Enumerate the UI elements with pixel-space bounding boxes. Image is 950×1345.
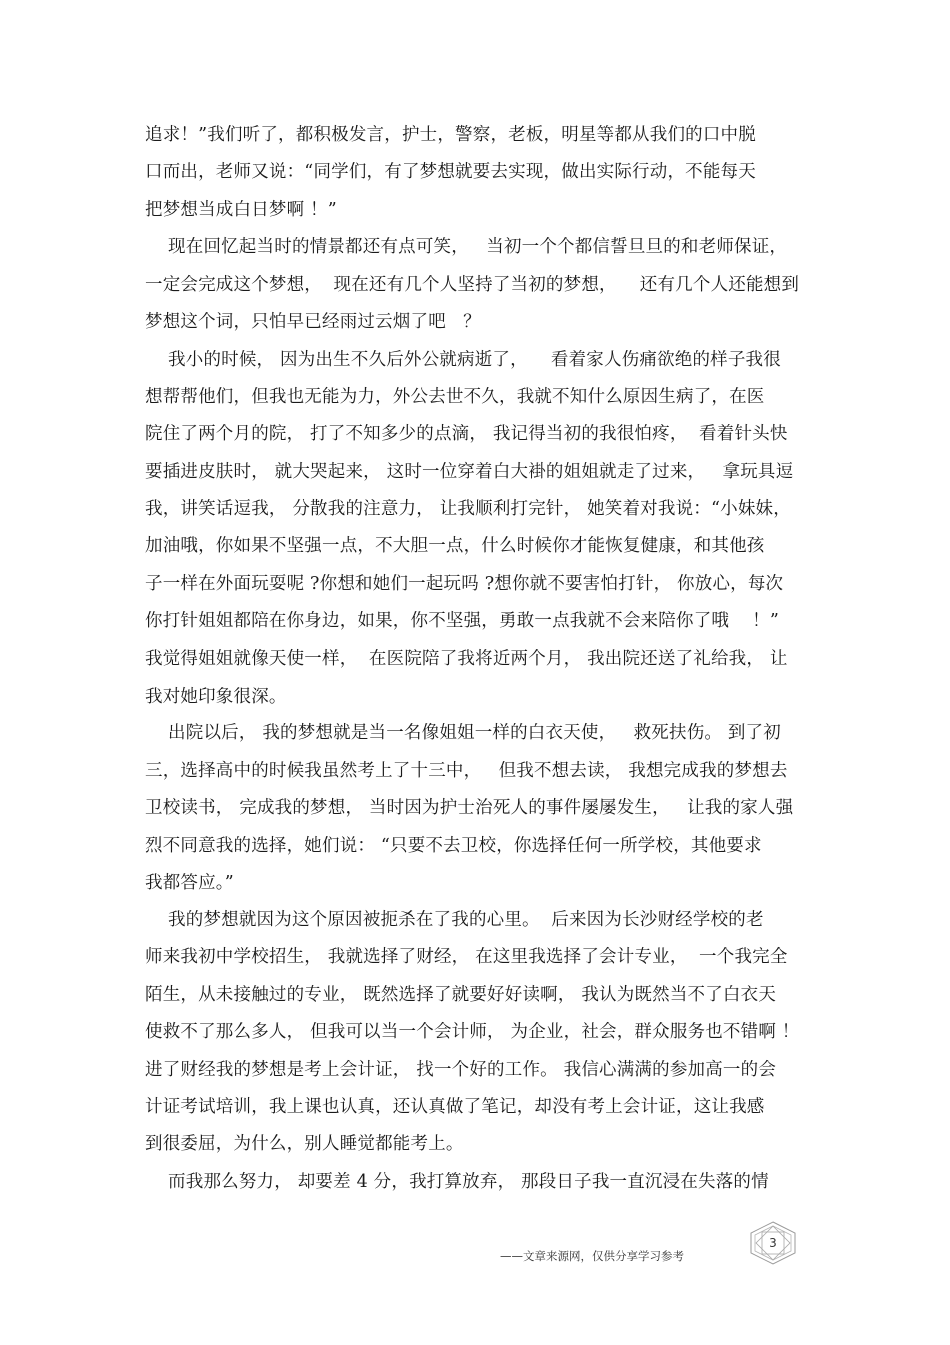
text-line: 我对她印象很深。 <box>145 687 287 707</box>
text-line: 我小的时候， 因为出生不久后外公就病逝了， 看着家人伤痛欲绝的样子我很 <box>145 350 781 370</box>
text-line: 想帮帮他们，但我也无能为力，外公去世不久，我就不知什么原因生病了，在医 <box>145 387 765 407</box>
text-line: 烈不同意我的选择，她们说： “只要不去卫校，你选择任何一所学校，其他要求 <box>145 836 762 856</box>
text-line: 计证考试培训，我上课也认真，还认真做了笔记，却没有考上会计证，这让我感 <box>145 1097 765 1117</box>
text-line: 出院以后， 我的梦想就是当一名像姐姐一样的白衣天使， 救死扶伤。 到了初 <box>145 723 781 743</box>
text-line: 到很委屈，为什么，别人睡觉都能考上。 <box>145 1134 464 1154</box>
text-line: 子一样在外面玩耍呢 ?你想和她们一起玩吗 ?想你就不要害怕打针， 你放心，每次 <box>145 574 784 594</box>
text-line: 一定会完成这个梦想， 现在还有几个人坚持了当初的梦想， 还有几个人还能想到 <box>145 275 800 295</box>
text-line: 我都答应。” <box>145 873 234 893</box>
text-line: 现在回忆起当时的情景都还有点可笑， 当初一个个都信誓旦旦的和老师保证， <box>145 237 788 257</box>
footer-source-note: ——文章来源网，仅供分享学习参考 <box>500 1249 684 1263</box>
text-line: 要插进皮肤时， 就大哭起来， 这时一位穿着白大褂的姐姐就走了过来， 拿玩具逗 <box>145 462 794 482</box>
text-line: 加油哦，你如果不坚强一点，不大胆一点，什么时候你才能恢复健康，和其他孩 <box>145 536 765 556</box>
text-line: 把梦想当成白日梦啊 ！” <box>145 200 337 220</box>
text-line: 追求！”我们听了，都积极发言，护士，警察，老板，明星等都从我们的口中脱 <box>145 125 756 145</box>
text-line: 我的梦想就因为这个原因被扼杀在了我的心里。 后来因为长沙财经学校的老 <box>145 910 764 930</box>
text-line: 你打针姐姐都陪在你身边，如果，你不坚强，勇敢一点我就不会来陪你了哦 ！” <box>145 611 779 631</box>
text-line: 师来我初中学校招生， 我就选择了财经， 在这里我选择了会计专业， 一个我完全 <box>145 947 788 967</box>
text-line: 而我那么努力， 却要差 4 分，我打算放弃， 那段日子我一直沉浸在失落的情 <box>145 1172 769 1192</box>
text-line: 卫校读书， 完成我的梦想， 当时因为护士治死人的事件屡屡发生， 让我的家人强 <box>145 798 794 818</box>
text-line: 使救不了那么多人， 但我可以当一个会计师， 为企业，社会，群众服务也不错啊 ！ <box>145 1022 800 1042</box>
text-line: 口而出，老师又说：“同学们，有了梦想就要去实现，做出实际行动，不能每天 <box>145 162 756 182</box>
text-line: 我，讲笑话逗我， 分散我的注意力， 让我顺利打完针， 她笑着对我说：“小妹妹， <box>145 499 791 519</box>
text-line: 三，选择高中的时候我虽然考上了十三中， 但我不想去读， 我想完成我的梦想去 <box>145 761 788 781</box>
text-line: 我觉得姐姐就像天使一样， 在医院陪了我将近两个月， 我出院还送了礼给我， 让 <box>145 649 788 669</box>
text-line: 梦想这个词，只怕早已经雨过云烟了吧 ？ <box>145 312 481 332</box>
page-number: 3 <box>769 1236 777 1250</box>
text-line: 院住了两个月的院， 打了不知多少的点滴， 我记得当初的我很怕疼， 看着针头快 <box>145 424 788 444</box>
text-line: 进了财经我的梦想是考上会计证， 找一个好的工作。 我信心满满的参加高一的会 <box>145 1060 777 1080</box>
text-line: 陌生，从未接触过的专业， 既然选择了就要好好读啊， 我认为既然当不了白衣天 <box>145 985 777 1005</box>
